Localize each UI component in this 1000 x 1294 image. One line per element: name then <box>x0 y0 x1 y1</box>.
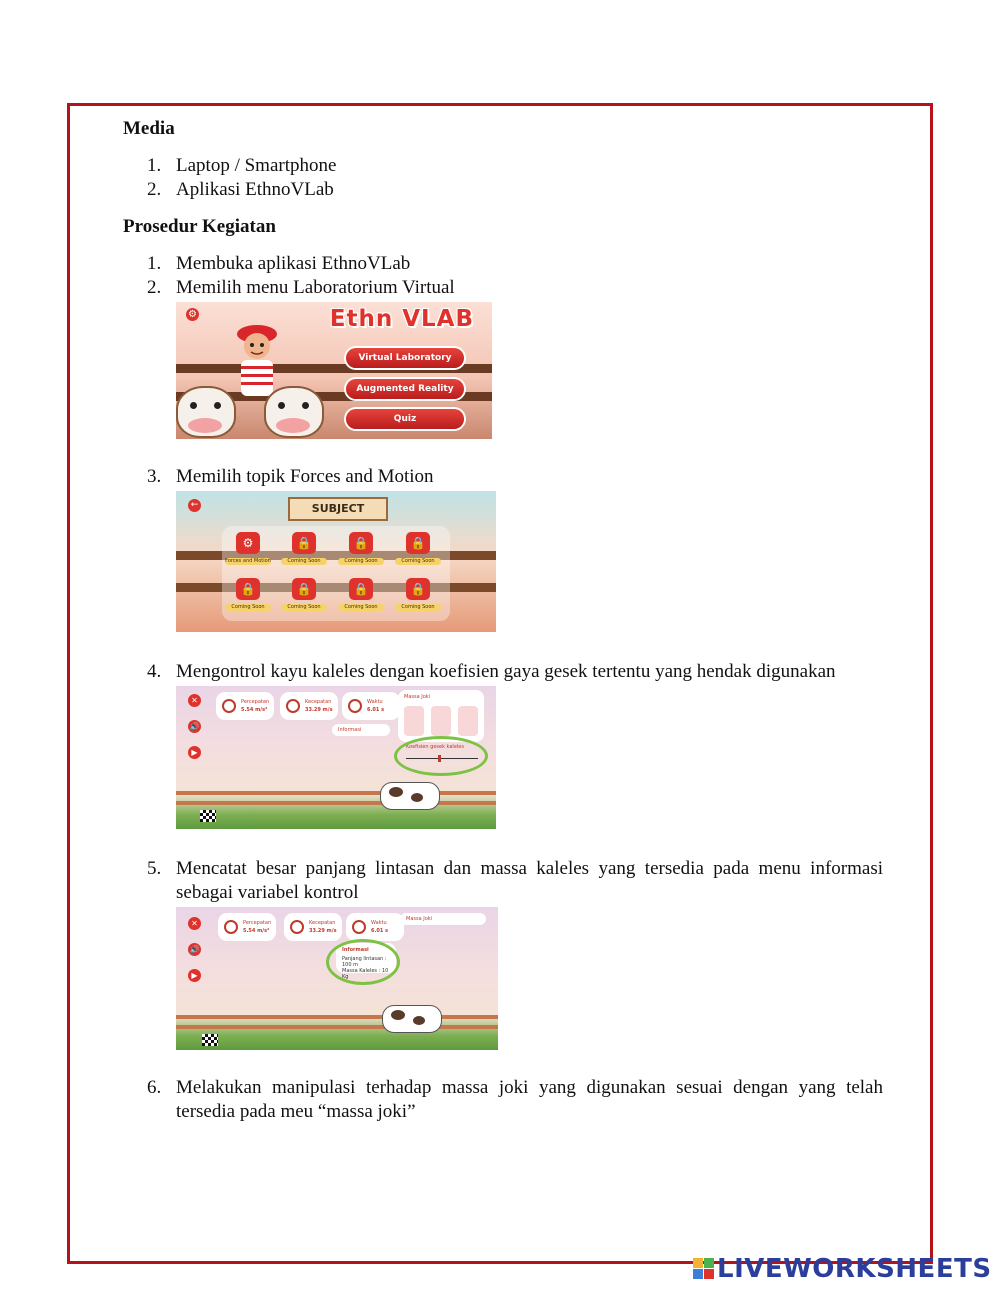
procedure-step <box>123 660 883 684</box>
lock-icon: 🔒 <box>349 578 373 600</box>
subject-menu-screenshot <box>176 491 496 632</box>
step-text: Mencatat besar panjang lintasan dan massa kaleles yang tersedia pada menu informasi sebagai variabel kontrol <box>176 858 883 903</box>
gauge-icon <box>222 699 236 713</box>
procedure-step <box>123 276 883 300</box>
procedure-list <box>123 252 883 1124</box>
gauge-icon <box>352 920 366 934</box>
stat-label: Percepatan <box>241 699 270 705</box>
highlight-circle <box>326 939 400 985</box>
sound-icon[interactable]: 🔊 <box>189 945 200 954</box>
acceleration-stat <box>216 692 274 720</box>
information-dropdown[interactable]: Informasi <box>332 724 390 736</box>
lock-icon: 🔒 <box>292 578 316 600</box>
time-stat <box>346 913 404 941</box>
subject-panel <box>222 526 450 621</box>
stat-label: Waktu <box>371 920 387 926</box>
checkered-flag-icon <box>200 810 216 822</box>
procedure-step <box>123 252 883 276</box>
liveworksheets-logo <box>693 1254 992 1284</box>
subject-tile-label: Coming Soon <box>225 604 271 611</box>
subject-tile-label: Coming Soon <box>395 558 441 565</box>
subject-tile-label: Coming Soon <box>395 604 441 611</box>
lock-icon: 🔒 <box>292 532 316 554</box>
augmented-reality-button[interactable]: Augmented Reality <box>346 379 464 399</box>
stat-value: 33.29 m/s <box>309 928 337 934</box>
item-text: Laptop / Smartphone <box>176 155 337 176</box>
sound-icon[interactable]: 🔊 <box>189 722 200 731</box>
media-list <box>123 154 883 202</box>
time-stat <box>342 692 400 720</box>
brand-name: LIVEWORKSHEETS <box>717 1254 992 1284</box>
jockey-option[interactable] <box>431 706 451 736</box>
quiz-button[interactable]: Quiz <box>346 409 464 429</box>
main-menu-screenshot <box>176 302 492 439</box>
lock-icon: 🔒 <box>406 532 430 554</box>
cow-illustration <box>380 782 440 810</box>
item-number: 2. <box>147 179 162 200</box>
procedure-step <box>123 857 883 905</box>
subject-banner: SUBJECT <box>288 497 388 521</box>
lock-icon: 🔒 <box>406 578 430 600</box>
step-text: Melakukan manipulasi terhadap massa joki yang digunakan sesuai dengan yang telah tersedia pada meu “massa joki” <box>176 1077 883 1122</box>
jockey-option[interactable] <box>404 706 424 736</box>
play-icon[interactable]: ▶ <box>188 969 201 982</box>
step-number: 4. <box>147 661 162 682</box>
stat-value: 5.54 m/s² <box>241 707 268 713</box>
stat-label: Kecepatan <box>309 920 336 926</box>
cow-illustration <box>264 386 324 438</box>
fence-rail <box>176 1015 498 1019</box>
stat-label: Kecepatan <box>305 699 332 705</box>
close-icon[interactable]: ✕ <box>188 917 201 930</box>
step-number: 2. <box>147 277 162 298</box>
subject-tile-label: Coming Soon <box>281 558 327 565</box>
gauge-icon <box>348 699 362 713</box>
step-text: Mengontrol kayu kaleles dengan koefisien gaya gesek tertentu yang hendak digunakan <box>176 661 836 682</box>
track-length-text: Panjang lintasan : 100 m <box>342 956 387 968</box>
acceleration-stat <box>218 913 276 941</box>
play-icon[interactable]: ▶ <box>188 746 201 759</box>
step-text: Memilih menu Laboratorium Virtual <box>176 277 455 298</box>
stat-value: 6.01 s <box>371 928 389 934</box>
kaleles-mass-text: Massa Kaleles : 10 Kg <box>342 968 389 980</box>
step-number: 3. <box>147 466 162 487</box>
cow-illustration <box>176 386 236 438</box>
settings-icon: ⚙ <box>186 308 199 321</box>
media-item <box>123 178 883 202</box>
velocity-stat <box>284 913 342 941</box>
step-number: 6. <box>147 1077 162 1098</box>
slider-label: Koefisien gesek kaleles <box>406 744 464 750</box>
fence-rail <box>176 801 496 805</box>
boy-character-illustration <box>231 322 283 400</box>
gauge-icon <box>290 920 304 934</box>
worksheet-content <box>123 116 883 1124</box>
stat-value: 6.01 s <box>367 707 385 713</box>
fence-rail <box>176 791 496 795</box>
ethnovlab-logo: Ethn VLAB <box>329 306 474 332</box>
simulation-information-screenshot <box>176 907 498 1050</box>
item-text: Aplikasi EthnoVLab <box>176 179 334 200</box>
back-arrow-icon[interactable]: ← <box>188 499 201 512</box>
highlight-circle <box>394 736 488 776</box>
info-title: Informasi <box>342 947 369 953</box>
procedure-heading: Prosedur Kegiatan <box>123 216 276 237</box>
stat-value: 5.54 m/s² <box>243 928 270 934</box>
close-icon[interactable]: ✕ <box>188 694 201 707</box>
cow-illustration <box>382 1005 442 1033</box>
subject-tile-label: Coming Soon <box>338 604 384 611</box>
panel-title: Massa Joki <box>404 694 431 700</box>
gauge-icon <box>224 920 238 934</box>
step-text: Membuka aplikasi EthnoVLab <box>176 253 411 274</box>
stat-label: Waktu <box>367 699 383 705</box>
procedure-step <box>123 465 883 489</box>
gauge-icon <box>286 699 300 713</box>
step-number: 1. <box>147 253 162 274</box>
fence-rail <box>176 1025 498 1029</box>
item-number: 1. <box>147 155 162 176</box>
simulation-friction-screenshot <box>176 686 496 829</box>
subject-tile-label: Forces and Motion <box>225 558 271 564</box>
subject-tile-label: Coming Soon <box>338 558 384 565</box>
jockey-option[interactable] <box>458 706 478 736</box>
jockey-mass-dropdown[interactable]: Massa Joki <box>400 913 486 925</box>
virtual-laboratory-button[interactable]: Virtual Laboratory <box>346 348 464 368</box>
jockey-mass-panel <box>398 690 484 742</box>
step-number: 5. <box>147 858 162 879</box>
liveworksheets-mark-icon <box>693 1258 715 1280</box>
subject-tile-label: Coming Soon <box>281 604 327 611</box>
lock-icon: 🔒 <box>349 532 373 554</box>
checkered-flag-icon <box>202 1034 218 1046</box>
media-heading: Media <box>123 118 175 139</box>
step-text: Memilih topik Forces and Motion <box>176 466 434 487</box>
lock-icon: 🔒 <box>236 578 260 600</box>
procedure-step <box>123 1076 883 1124</box>
stat-value: 33.29 m/s <box>305 707 333 713</box>
velocity-stat <box>280 692 338 720</box>
stat-label: Percepatan <box>243 920 272 926</box>
media-item <box>123 154 883 178</box>
forces-motion-icon[interactable]: ⚙ <box>236 532 260 554</box>
